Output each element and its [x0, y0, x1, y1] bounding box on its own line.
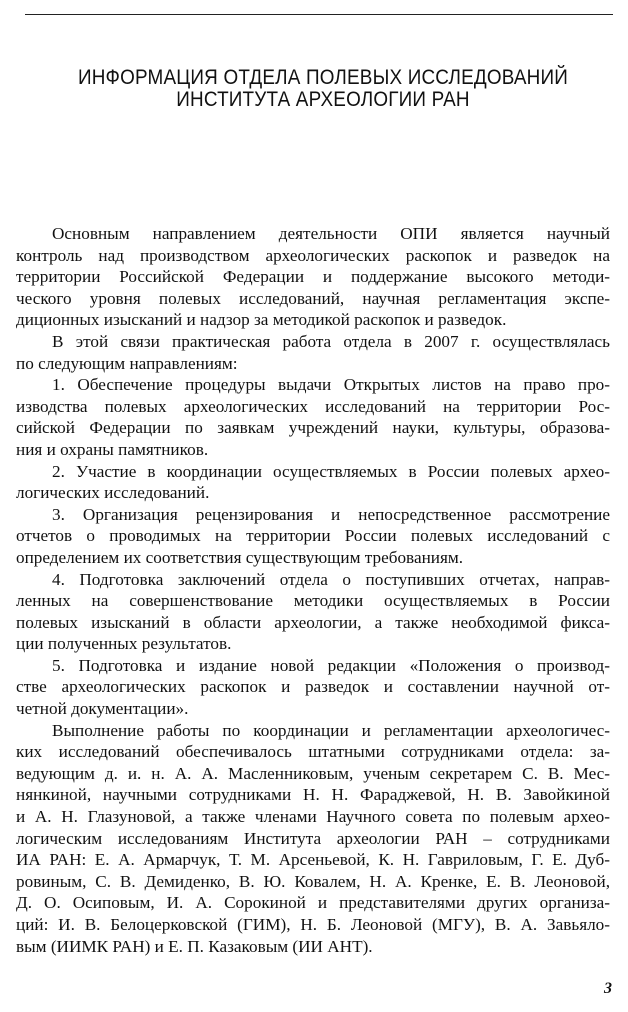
text-line: территории Российской Федерации и поддержание высокого методи- — [16, 267, 610, 287]
text-line: контроль над производством археологических раскопок и разведок на — [16, 245, 610, 265]
text-line: определением их соответствия существующим требованиям. — [16, 547, 464, 567]
text-line: ции полученных результатов. — [16, 634, 232, 654]
text-line: ведующим д. и. н. А. А. Масленниковым, ученым секретарем С. В. Мес- — [16, 763, 610, 783]
title-line: ИНСТИТУТА АРХЕОЛОГИИ РАН — [176, 88, 470, 111]
text-line: 1. Обеспечение процедуры выдачи Открытых листов на право про- — [52, 375, 610, 395]
text-line: 2. Участие в координации осуществляемых в России полевых архео- — [52, 461, 610, 481]
paragraph-intro — [16, 223, 610, 331]
text-line: ческого уровня полевых исследований, научная регламентация экспе- — [16, 288, 610, 308]
page-number: 3 — [604, 980, 612, 997]
text-line: и А. Н. Глазуновой, а также членами Научного совета по полевым архео- — [16, 807, 610, 827]
top-rule — [25, 14, 613, 15]
section-title — [59, 67, 586, 111]
text-line: 4. Подготовка заключений отдела о поступивших отчетах, направ- — [52, 569, 610, 589]
text-line: В этой связи практическая работа отдела в 2007 г. осуществлялась — [52, 331, 610, 351]
text-line: четной документации». — [16, 699, 189, 719]
text-line: ИА РАН: Е. А. Армарчук, Т. М. Арсеньевой, К. Н. Гавриловым, Г. Е. Дуб- — [16, 850, 610, 870]
text-line: 5. Подготовка и издание новой редакции «Положения о производ- — [52, 655, 610, 675]
paragraph-directions — [16, 331, 610, 374]
paragraph-item-2 — [16, 461, 610, 504]
text-line: ния и охраны памятников. — [16, 439, 209, 459]
paragraph-item-5 — [16, 655, 610, 720]
body-text — [16, 223, 610, 957]
text-line: 3. Организация рецензирования и непосредственное рассмотрение — [52, 504, 610, 524]
paragraph-staff — [16, 720, 610, 958]
text-line: Основным направлением деятельности ОПИ является научный — [52, 224, 610, 243]
paragraph-item-1 — [16, 374, 610, 460]
text-line: по следующим направлениям: — [16, 353, 238, 373]
text-line: Д. О. Осиповым, И. А. Сорокиной и представителями других организа- — [16, 893, 610, 913]
text-line: сийской Федерации по заявкам учреждений науки, культуры, образова- — [16, 418, 610, 438]
text-line: отчетов о проводимых на территории России полевых исследований с — [16, 526, 610, 546]
text-line: полевых изысканий в области археологии, а также необходимой фикса- — [16, 612, 610, 632]
text-line: ленных на совершенствование методики осуществляемых в России — [16, 591, 610, 611]
text-line: ровиным, С. В. Демиденко, В. Ю. Ковалем, Н. А. Кренке, Е. В. Леоновой, — [16, 871, 610, 891]
text-line: стве археологических раскопок и разведок и составлении научной от- — [16, 677, 610, 697]
text-line: логических исследований. — [16, 483, 210, 503]
text-line: ких исследований обеспечивалось штатными сотрудниками отдела: за- — [16, 742, 610, 762]
text-line: ций: И. В. Белоцерковской (ГИМ), Н. Б. Леоновой (МГУ), В. А. Завьяло- — [16, 915, 610, 934]
text-line: диционных изысканий и надзор за методикой раскопок и разведок. — [16, 310, 507, 330]
text-line: вым (ИИМК РАН) и Е. П. Казаковым (ИИ АНТ). — [16, 936, 373, 956]
paragraph-item-3 — [16, 504, 610, 569]
text-line: логическим исследованиям Института археологии РАН – сотрудниками — [16, 828, 610, 848]
text-line: нянкиной, научными сотрудниками Н. Н. Фараджевой, Н. В. Завойкиной — [16, 785, 610, 805]
paragraph-item-4 — [16, 569, 610, 655]
text-line: Выполнение работы по координации и регламентации археологичес- — [52, 720, 610, 740]
title-line: ИНФОРМАЦИЯ ОТДЕЛА ПОЛЕВЫХ ИССЛЕДОВАНИЙ — [77, 66, 569, 89]
text-line: изводства полевых археологических исследований на территории Рос- — [16, 396, 610, 416]
